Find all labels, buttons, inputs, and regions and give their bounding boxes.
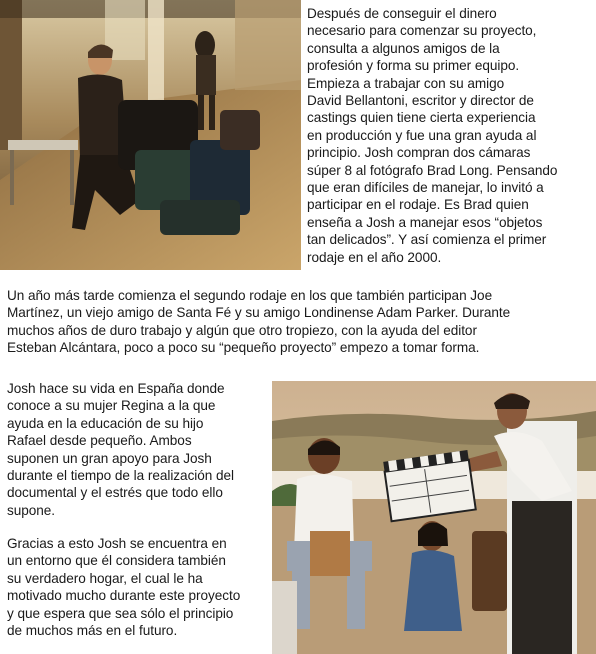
photo-film-set-clapperboard bbox=[272, 381, 596, 654]
family-paragraph: Josh hace su vida en España donde conoce a su mujer Regina a la que ayuda en la educación de su hijo Rafael desde pequeño. Ambos suponen un gran apoyo para Josh durante el tiempo de la realización del documental y el estrés que todo ello supone. bbox=[7, 381, 235, 518]
intro-paragraph: Después de conseguir el dinero necesario para comenzar su proyecto, consulta a algunos amigos de la profesión y forma su primer equipo. Empieza a trabajar con su amigo David Bellantoni, escritor y director de castings quien tiene cierta experiencia en producción y fue una gran ayuda al principio. Josh compran dos cámaras súper 8 al fotógrafo Brad Long. Pensando que eran difíciles de manejar, lo invitó a participar en el rodaje. Es Brad quien enseña a Josh a manejar esos “objetos tan delicados”. Y así comienza el primer rodaje en el año 2000. bbox=[307, 6, 558, 265]
photo-station-luggage bbox=[0, 0, 301, 270]
second-shoot-paragraph: Un año más tarde comienza el segundo rodaje en los que también participan Joe Martínez, un viejo amigo de Santa Fé y su amigo Londinense Adam Parker. Durante muchos años de duro trabajo y algún que otro tropiezo, con la ayuda del editor Esteban Alcántara, poco a poco su “pequeño proyecto” empezo a tomar forma. bbox=[7, 288, 511, 356]
home-paragraph: Gracias a esto Josh se encuentra en un entorno que él considera también su verdadero hogar, el cual le ha motivado mucho durante este proyecto y que espera que sea sólo el principio de muchos más en el futuro. bbox=[7, 536, 241, 639]
